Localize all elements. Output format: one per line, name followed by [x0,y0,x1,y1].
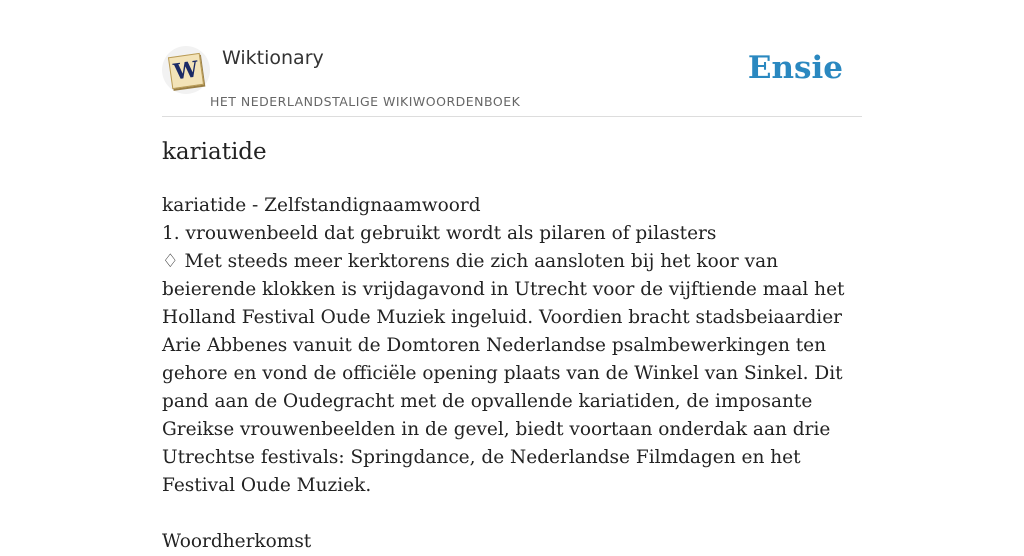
wiktionary-logo[interactable] [162,46,210,94]
site-tagline: HET NEDERLANDSTALIGE WIKIWOORDENBOEK [210,94,521,109]
site-header [162,44,862,117]
site-name[interactable]: Wiktionary [222,47,324,69]
definition: 1. vrouwenbeeld dat gebruikt wordt als pilaren of pilasters [162,223,717,244]
logo-letter: W [171,56,201,86]
section-heading-etymology: Woordherkomst [162,531,312,552]
example-sentence: ♢ Met steeds meer kerktorens die zich aansloten bij het koor van beierende klokken is vrijdagavond in Utrecht voor de vijftiende maal het Holland Festival Oude Muziek ingeluid. Voordien bracht stadsbeiaardier Arie Abbenes vanuit de Domtoren Nederlandse psalmbewerkingen ten gehore en vond de officiële opening plaats van de Winkel van Sinkel. Dit pand aan de Oudegracht met de opvallende kariatiden, de imposante Greikse vrouwenbeelden in de gevel, biedt voortaan onderdak aan drie Utrechtse festivals: Springdance, de Nederlandse Filmdagen en het Festival Oude Muziek. [162,251,845,496]
entry-content [162,192,862,556]
logo-w-tile-icon [168,53,204,89]
page-title: kariatide [162,139,267,165]
part-of-speech: kariatide - Zelfstandignaamwoord [162,195,481,216]
ensie-brand-link[interactable]: Ensie [747,50,843,86]
